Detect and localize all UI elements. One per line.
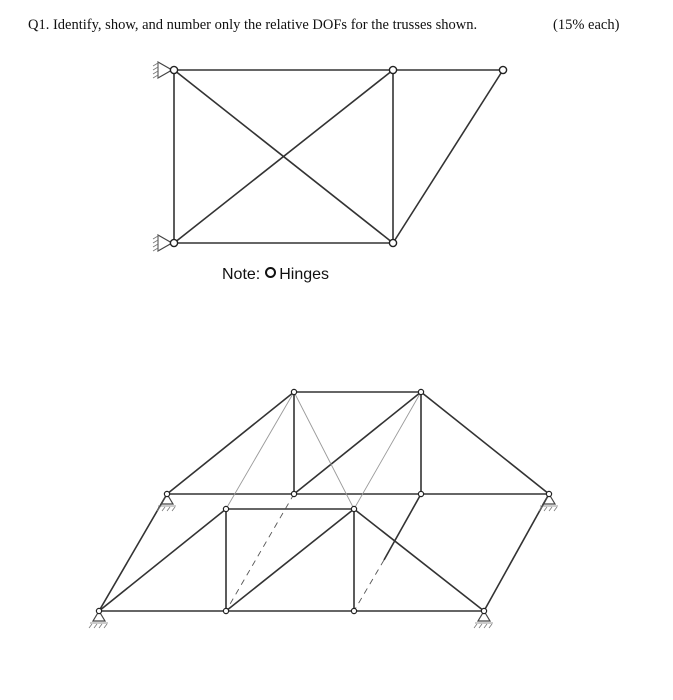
truss2-dashed-2 <box>354 560 384 611</box>
truss2-node <box>291 389 296 394</box>
note-prefix: Note: <box>222 266 261 283</box>
truss2-node <box>223 608 228 613</box>
hinge-circle-icon <box>170 239 177 246</box>
question-text: Q1. Identify, show, and number only the relative DOFs for the trusses shown. <box>28 17 478 33</box>
points-label: (15% each) <box>553 17 620 33</box>
truss-1 <box>153 62 507 251</box>
truss2-left-upper <box>167 392 294 494</box>
hinge-circle-icon <box>499 66 506 73</box>
truss1-member-outer-diagonal <box>393 70 503 243</box>
pin-support-icon <box>153 62 172 78</box>
note-hinge-label: Hinges <box>279 266 330 283</box>
truss2-node <box>351 506 356 511</box>
truss2-node <box>351 608 356 613</box>
truss2-diagonal-lower-3 <box>354 509 484 611</box>
truss2-node <box>96 608 101 613</box>
truss2-diagonal-lower-2 <box>226 509 354 611</box>
truss2-diagonal-lower-1 <box>99 509 226 611</box>
truss2-thin-2 <box>294 392 354 509</box>
truss2-dashed-1 <box>226 494 294 611</box>
pin-support-icon <box>153 235 172 251</box>
truss2-node <box>546 491 551 496</box>
truss2-thin-3 <box>354 392 421 509</box>
truss2-left-lower <box>99 494 167 611</box>
truss2-diagonal-right <box>384 494 421 560</box>
truss2-node <box>223 506 228 511</box>
truss2-diagonal-upper <box>294 392 421 494</box>
truss2-right-lower <box>484 494 549 611</box>
truss2-node <box>291 491 296 496</box>
truss2-thin-1 <box>226 392 294 509</box>
hinge-circle-icon <box>389 66 396 73</box>
truss2-node <box>418 389 423 394</box>
truss-2 <box>89 389 558 628</box>
truss2-node <box>164 491 169 496</box>
truss2-right-upper <box>421 392 549 494</box>
truss2-node <box>481 608 486 613</box>
hinge-circle-icon <box>170 66 177 73</box>
hinge-circle-icon <box>389 239 396 246</box>
truss2-node <box>418 491 423 496</box>
